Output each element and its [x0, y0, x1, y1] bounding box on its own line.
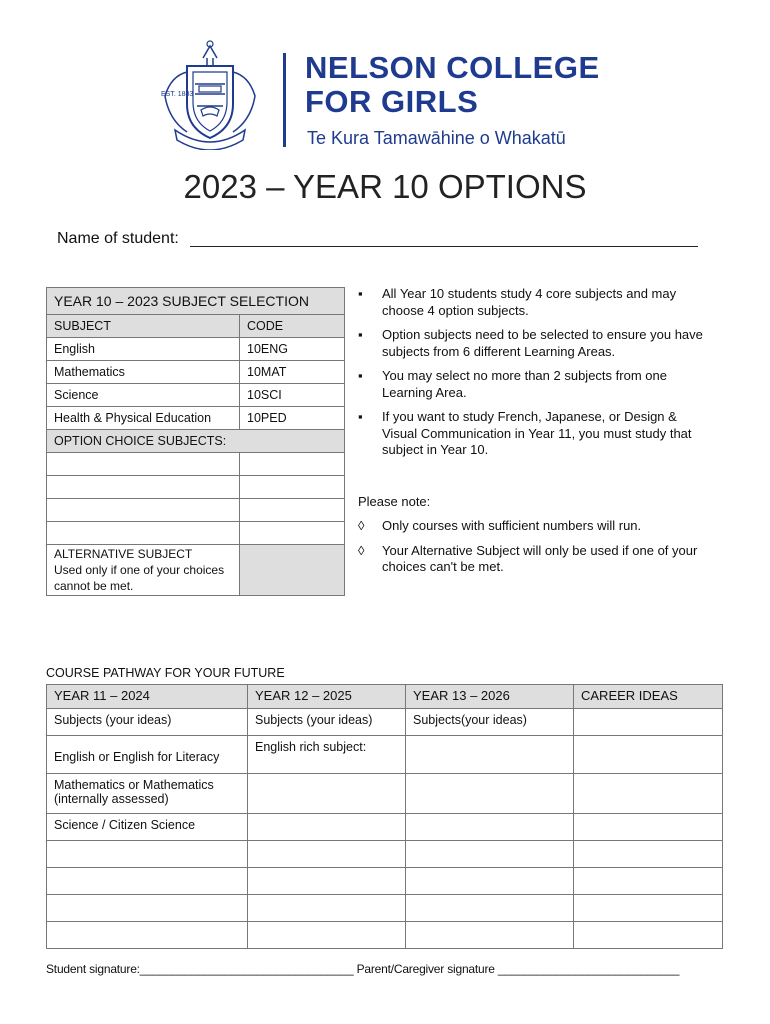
table-row [47, 407, 345, 430]
option-code-input[interactable] [240, 476, 345, 499]
col-year13-header: YEAR 13 – 2026 [406, 685, 574, 709]
student-name-field[interactable] [190, 246, 698, 247]
option-subject-input[interactable] [47, 453, 240, 476]
pathway-cell[interactable] [248, 841, 406, 868]
list-item-text: Only courses with sufficient numbers will run. [382, 518, 642, 533]
pathway-cell: Mathematics or Mathematics (internally assessed) [47, 774, 248, 814]
code-cell: 10MAT [240, 361, 345, 384]
col-code-header: CODE [240, 315, 345, 338]
code-cell: 10PED [240, 407, 345, 430]
school-name-line1: NELSON COLLEGE [305, 50, 600, 85]
pathway-cell[interactable] [574, 814, 723, 841]
option-choice-header: OPTION CHOICE SUBJECTS: [47, 430, 345, 453]
pathway-cell[interactable] [574, 922, 723, 949]
table-row [47, 384, 345, 407]
selection-table-title: YEAR 10 – 2023 SUBJECT SELECTION [47, 288, 345, 315]
alternative-label [47, 545, 240, 596]
notes-list [358, 518, 703, 584]
option-code-input[interactable] [240, 522, 345, 545]
col-subject-header: SUBJECT [47, 315, 240, 338]
subject-cell: English [47, 338, 240, 361]
school-crest-logo [157, 36, 263, 150]
school-maori-name: Te Kura Tamawāhine o Whakatū [307, 128, 566, 148]
pathway-cell[interactable] [47, 868, 248, 895]
list-item-text: All Year 10 students study 4 core subjects and may choose 4 option subjects. [382, 286, 677, 318]
pathway-cell[interactable] [248, 922, 406, 949]
pathway-cell[interactable] [248, 814, 406, 841]
list-item: ▪ If you want to study French, Japanese, or Design & Visual Communication in Year 11, you must study that subject in Year 10. [358, 409, 692, 457]
school-name-line2: FOR GIRLS [305, 84, 479, 119]
option-row [47, 476, 345, 499]
pathway-cell[interactable] [47, 922, 248, 949]
list-item: ◊ Only courses with sufficient numbers will run. [358, 518, 642, 533]
subject-cell: Health & Physical Education [47, 407, 240, 430]
col-year12-header: YEAR 12 – 2025 [248, 685, 406, 709]
pathway-cell[interactable] [406, 814, 574, 841]
list-item: ▪ All Year 10 students study 4 core subjects and may choose 4 option subjects. [358, 286, 677, 318]
subject-cell: Mathematics [47, 361, 240, 384]
table-row [47, 361, 345, 384]
option-code-input[interactable] [240, 453, 345, 476]
pathway-cell: English rich subject: [248, 736, 406, 774]
list-item: ▪ Option subjects need to be selected to ensure you have subjects from 6 different Learning Areas. [358, 327, 703, 359]
subject-selection-table [46, 287, 345, 596]
pathway-cell: Subjects (your ideas) [248, 709, 406, 736]
pathway-cell[interactable] [47, 895, 248, 922]
page-title: 2023 – YEAR 10 OPTIONS [183, 168, 587, 205]
pathway-cell: Subjects(your ideas) [406, 709, 574, 736]
pathway-cell[interactable] [574, 774, 723, 814]
col-career-header: CAREER IDEAS [574, 685, 723, 709]
code-cell: 10SCI [240, 384, 345, 407]
pathway-cell[interactable] [248, 774, 406, 814]
col-year11-header: YEAR 11 – 2024 [47, 685, 248, 709]
crest-est-text: EST. 1883 [161, 91, 194, 98]
pathway-cell[interactable] [574, 709, 723, 736]
pathway-cell[interactable] [406, 868, 574, 895]
subject-cell: Science [47, 384, 240, 407]
list-item-text: Option subjects need to be selected to ensure you have subjects from 6 different Learning Areas. [382, 327, 703, 359]
pathway-cell[interactable] [248, 868, 406, 895]
pathway-cell[interactable] [574, 868, 723, 895]
course-pathway-table [46, 684, 723, 949]
list-item-text: You may select no more than 2 subjects from one Learning Area. [382, 368, 667, 400]
pathway-cell[interactable] [406, 922, 574, 949]
rules-list [358, 286, 703, 467]
option-row [47, 499, 345, 522]
option-subject-input[interactable] [47, 499, 240, 522]
table-row [47, 338, 345, 361]
pathway-cell[interactable] [406, 736, 574, 774]
list-item-text: Your Alternative Subject will only be used if one of your choices can't be met. [382, 542, 698, 574]
pathway-heading: COURSE PATHWAY FOR YOUR FUTURE [46, 666, 285, 680]
alternative-code-input[interactable] [240, 545, 345, 596]
alternative-desc: Used only if one of your choices cannot be met. [54, 563, 225, 593]
pathway-cell[interactable] [406, 774, 574, 814]
list-item: ◊ Your Alternative Subject will only be used if one of your choices can't be met. [358, 542, 698, 574]
pathway-cell: Science / Citizen Science [47, 814, 248, 841]
pathway-cell[interactable] [406, 841, 574, 868]
signature-lines[interactable]: Student signature:_________________________________ Parent/Caregiver signature ____________________________ [46, 962, 680, 976]
pathway-cell[interactable] [574, 895, 723, 922]
pathway-cell[interactable] [574, 736, 723, 774]
option-row [47, 453, 345, 476]
option-code-input[interactable] [240, 499, 345, 522]
please-note-heading: Please note: [358, 494, 431, 509]
option-subject-input[interactable] [47, 522, 240, 545]
header-divider [283, 53, 286, 147]
option-row [47, 522, 345, 545]
pathway-cell[interactable] [248, 895, 406, 922]
pathway-cell[interactable] [574, 841, 723, 868]
list-item: ▪ You may select no more than 2 subjects from one Learning Area. [358, 368, 667, 400]
code-cell: 10ENG [240, 338, 345, 361]
pathway-cell: Subjects (your ideas) [47, 709, 248, 736]
pathway-cell: English or English for Literacy [47, 736, 248, 774]
pathway-cell[interactable] [406, 895, 574, 922]
alternative-row [47, 545, 345, 596]
alternative-title: ALTERNATIVE SUBJECT [54, 547, 193, 561]
list-item-text: If you want to study French, Japanese, or Design & Visual Communication in Year 11, you must study that subject in Year 10. [382, 409, 692, 457]
pathway-cell[interactable] [47, 841, 248, 868]
option-subject-input[interactable] [47, 476, 240, 499]
student-name-label: Name of student: [57, 230, 179, 247]
